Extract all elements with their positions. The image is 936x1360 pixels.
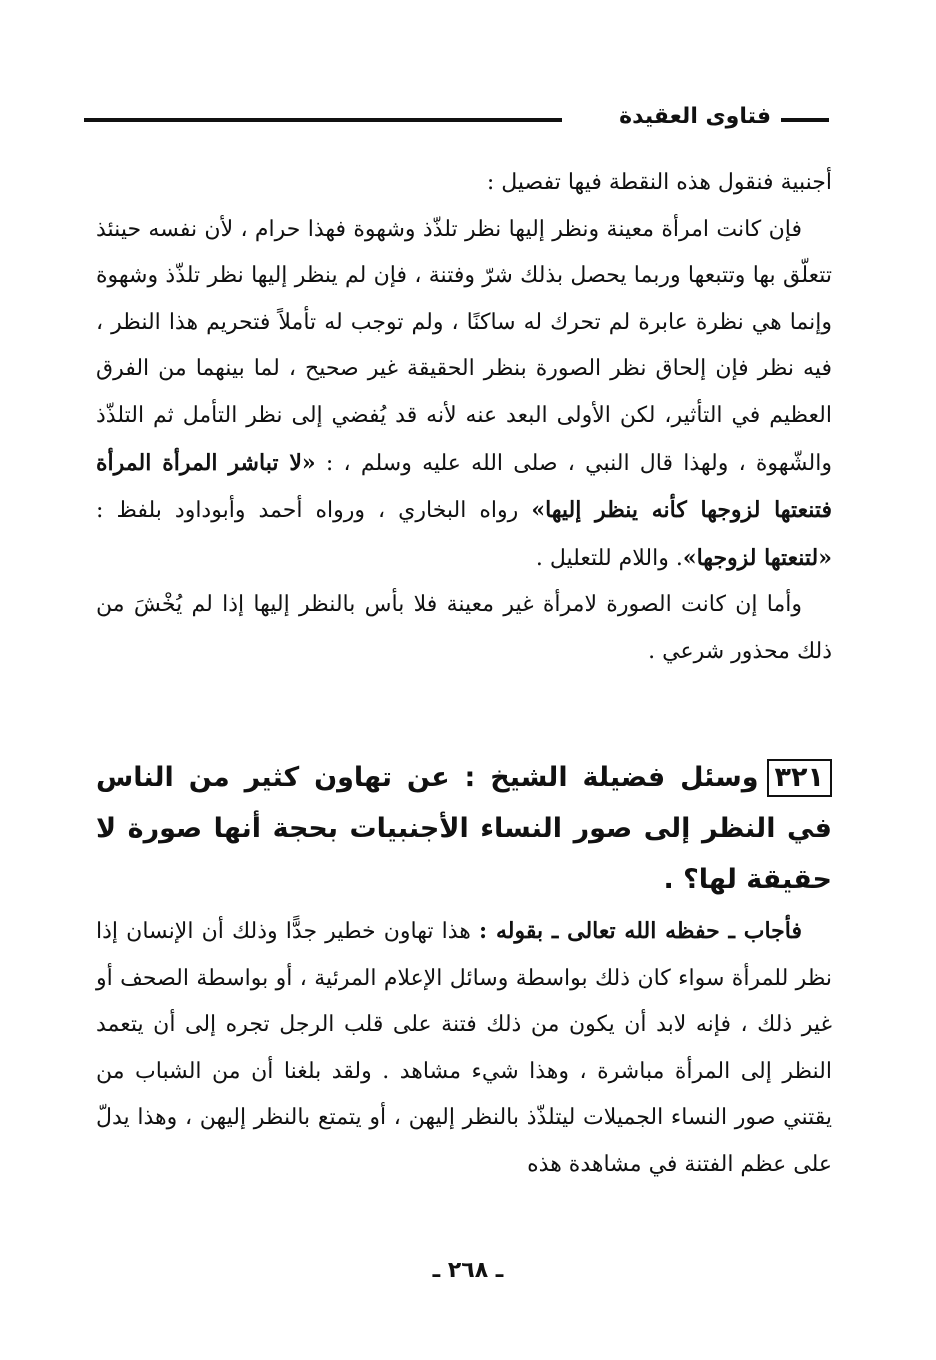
question-number: ٣٢١ xyxy=(767,759,832,797)
question-heading xyxy=(96,752,832,905)
header-rule-short xyxy=(781,118,829,122)
running-header xyxy=(84,96,829,136)
paragraph xyxy=(96,207,832,583)
page-number: ـ ٢٦٨ ـ xyxy=(432,1258,504,1283)
answer-body: هذا تهاون خطير جدًّا وذلك أن الإنسان إذا نظر للمرأة سواء كان ذلك بواسطة وسائل الإعلام المرئية ، أو بواسطة الصحف أو غير ذلك ، فإنه لابد أن يكون من ذلك فتنة على قلب الرجل تجره إلى أن يتعمد النظر إلى المرأة مباشرة ، وهذا شيء مشاهد . ولقد بلغنا أن من الشباب من يقتني صور النساء الجميلات ليتلذّذ بالنظر إليهن ، أو يتمتع بالنظر إليهن ، وهذا يدلّ على عظم الفتنة في مشاهدة هذه xyxy=(96,919,832,1177)
header-rule-long xyxy=(84,118,562,122)
hadith-quote: «لا تباشر المرأة المرأة فتنعتها لزوجها كأنه ينظر إليها» xyxy=(96,449,832,524)
answer-intro: فأجاب ـ حفظه الله تعالى ـ بقوله : xyxy=(479,918,802,944)
answer-text xyxy=(96,908,832,1189)
hadith-quote: «لتنعتها لزوجها» xyxy=(682,544,832,571)
paragraph-text: رواه البخاري ، ورواه أحمد وأبوداود بلفظ : xyxy=(96,498,519,524)
paragraph: أجنبية فنقول هذه النقطة فيها تفصيل : xyxy=(486,170,832,195)
question-text: وسئل فضيلة الشيخ : عن تهاون كثير من الناس في النظر إلى صور النساء الأجنبيات بحجة أنها صورة لا حقيقة لها؟ . xyxy=(96,762,832,895)
paragraph-text: فإن كانت امرأة معينة ونظر إليها نظر تلذّذ وشهوة فهذا حرام ، لأن نفسه حينئذ تتعلّق بها وتتبعها وربما يحصل بذلك شرّ وفتنة ، فإن لم ينظر إليها نظر تلذّذ وشهوة وإنما هي نظرة عابرة لم تحرك له ساكنًا ، ولم توجب له تأملاً فتحريم هذا النظر ، فيه نظر فإن إلحاق نظر الصورة بنظر الحقيقة غير صحيح ، لما بينهما من الفرق العظيم في التأثير، لكن الأولى البعد عنه لأنه قد يُفضي إلى نظر التأمل ثم التلذّذ والشّهوة ، ولهذا قال النبي ، صلى الله عليه وسلم ، : xyxy=(96,216,832,476)
paragraph xyxy=(96,908,832,1189)
paragraph-text: . واللام للتعليل . xyxy=(535,545,683,571)
section-1-text xyxy=(96,160,832,676)
paragraph: وأما إن كانت الصورة لامرأة غير معينة فلا بأس بالنظر إليها إذا لم يُخْشَ من ذلك محذور شرعي . xyxy=(96,592,832,664)
book-title: فتاوى العقيدة xyxy=(619,104,771,129)
